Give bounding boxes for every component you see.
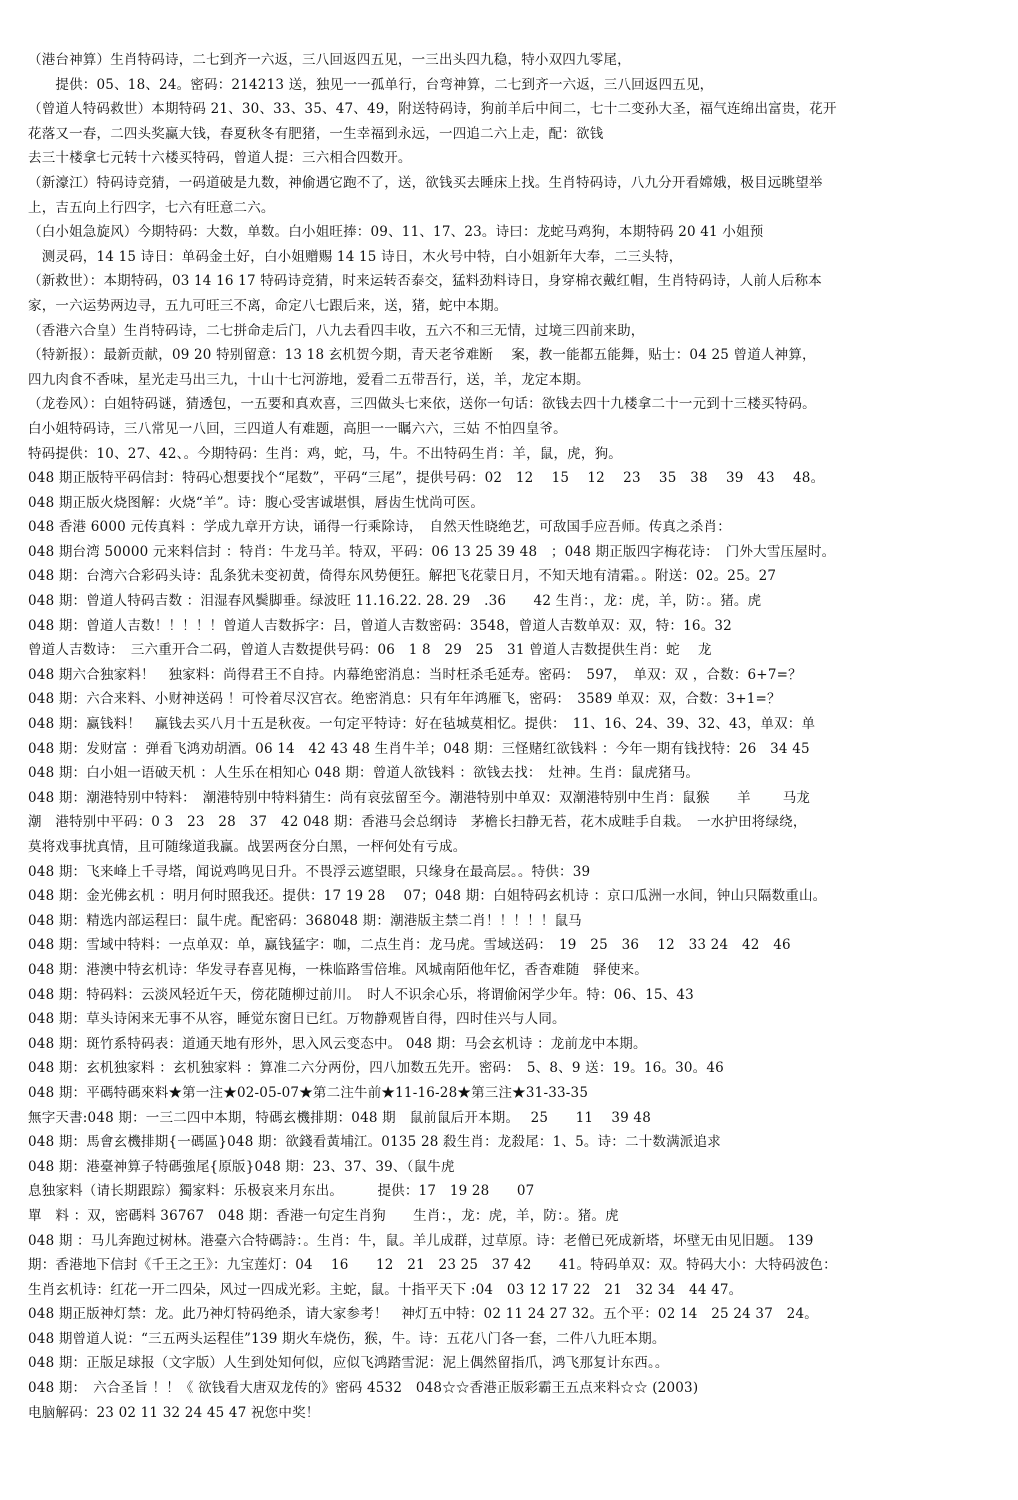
text-line: 白小姐特码诗，三八常见一八回，三四道人有难题，高胆一一瞩六六，三姑 不怕四皇爷。 [28,420,567,437]
text-line: 048 期： 六合圣旨 ！！《 欲钱看大唐双龙传的》密码 4532 048☆☆香港正版彩霸王五点来料☆☆ (2003) [28,1380,699,1397]
text-line: 莫将戏事扰真情，且可随缘道我赢。战罢两奁分白黑，一枰何处有亏成。 [28,839,467,855]
text-line: 去三十楼拿七元转十六楼买特码，曾道人提：三六相合四数开。 [28,150,412,167]
text-line: （龙卷风）：白姐特码谜，猜透包，一五要和真欢喜，三四做头七来依，送你一句话：欲钱去四十九楼拿二十一元到十三楼买特码。 [28,396,816,413]
text-line: 生肖玄机诗：红花一开二四朵，风过一四成光彩。主蛇，鼠。十指平天下 :04 03 12 17 22 21 32 34 44 47。 [28,1281,743,1298]
text-line: 四九肉食不香味，星光走马出三九，十山十七河游地，爱看二五带吾行，送，羊，龙定本期。 [28,371,590,388]
text-line: 048 期：港臺神算子特碼強尾{原版}048 期：23、37、39、（鼠牛虎 [28,1158,455,1175]
text-line: 048 香港 6000 元传真料 ：学成九章开方诀，诵得一行乘除诗， 自然天性晓绝艺，可敌国手应吾师。传真之杀肖： [28,519,731,536]
text-line: （曾道人特码救世）本期特码 21、30、33、35、47、49，附送特码诗，狗前羊后中间二，七十二变孙大圣，福气连绵出富贵，花开 [28,101,837,118]
text-line: 048 期正版神灯禁：龙。此乃神灯特码绝杀，请大家参考！ 神灯五中特：02 11 24 27 32。五个平：02 14 25 24 37 24。 [28,1306,818,1323]
text-line: 048 期：赢钱料！ 赢钱去买八月十五是秋夜。一句定平特诗：好在毡城莫相忆。提供： 11、16、24、39、32、43，单双：单 [28,716,816,733]
text-line: 048 期：雪域中特料：一点单双：单，赢钱猛字：咖，二点生肖：龙马虎。雪域送码： 19 25 36 12 33 24 42 46 [28,937,791,954]
text-line: 息独家料（请长期跟踪）獨家料：乐极哀来月东出。 提供：17 19 28 07 [28,1183,535,1200]
text-line: 048 期 ：马儿奔跑过树林。港臺六合特碼詩：。生肖：牛，鼠。羊儿成群，过草原。诗：老僧已死成新塔，坏壁无由见旧题。 139 [28,1232,814,1249]
text-line: （港台神算）生肖特码诗，二七到齐一六返，三八回返四五见，一三出头四九稳，特小双四九零尾， [28,52,631,68]
text-line: 048 期六合独家料！ 独家料：尚得君王不自持。内幕绝密消息：当时枉杀毛延寿。密码： 597， 单双：双 ，合数：6+7=？ [28,666,802,683]
text-line: 048 期：白小姐一语破天机 ：人生乐在相知心 048 期：曾道人欲钱料 ：欲钱去找： 灶神。生肖：鼠虎猪马。 [28,765,700,782]
text-line: 潮 港特别中平码：0 3 23 28 37 42 048 期：香港马会总纲诗 茅檐长扫静无苔，花木成畦手自栽。 一水护田将绿绕， [28,814,807,831]
text-line: 期：香港地下信封《千王之王》：九宝莲灯：04 16 12 21 23 25 37 42 41。特码单双：双。特码大小：大特码波色： [28,1257,837,1274]
text-line: 048 期：馬會玄機排期{一碼區}048 期：欲錢看黃埔江。0135 28 殺生肖：龙殺尾：1、5。诗：二十数满派追求 [28,1134,721,1151]
text-line: 048 期台湾 50000 元来料信封 ：特肖：牛龙马羊。特双，平码：06 13 25 39 48 ；048 期正版四字梅花诗： 门外大雪压屋时。 [28,543,836,560]
text-line: 曾道人吉数诗： 三六重开合二码，曾道人吉数提供号码：06 1 8 29 25 31 曾道人吉数提供生肖：蛇 龙 [28,642,712,659]
text-line: 048 期：金光佛玄机 ：明月何时照我还。提供：17 19 28 07；048 期：白姐特码玄机诗 ：京口瓜洲一水间，钟山只隔数重山。 [28,888,827,905]
text-line: 048 期：港澳中特玄机诗：华发寻春喜见梅，一株临路雪倍堆。风城南陌他年忆，香杳难随 驿使来。 [28,961,648,978]
text-line: 048 期：平碼特碼來料★第一注★02-05-07★第二注牛前★11-16-28★第三注★31-33-35 [28,1084,589,1101]
text-line: 提供：05、18、24。密码：214213 送，独见一一孤单行，台弯神算，二七到齐一六返，三八回返四五见， [28,76,714,93]
text-line: （香港六合皇）生肖特码诗，二七拼命走后门，八九去看四丰收，五六不和三无情，过境三四前来助， [28,322,645,339]
text-line: 家，一六运势两边寻，五九可旺三不离，命定八七跟后来，送，猪，蛇中本期。 [28,297,508,314]
text-line: 048 期：潮港特别中特料： 潮港特别中特料猜生：尚有哀弦留至今。潮港特别中单双：双潮港特别中生肖：鼠猴 羊 马龙 [28,789,811,806]
text-line: 048 期正版特平码信封：特码心想要找个“尾数”，平码“三尾”，提供号码：02 12 15 12 23 35 38 39 43 48。 [28,470,825,487]
text-line: 048 期：台湾六合彩码头诗：乱条犹未变初黄，倚得东风势便狂。解把飞花蒙日月，不知天地有清霜。。附送：02。25。27 [28,568,777,585]
text-line: 048 期：六合来料、小财神送码 ！可怜着尽汉宫衣。绝密消息：只有年年鸿雁飞，密码： 3589 单双：双，合数：3+1=？ [28,691,781,708]
text-line: （新救世）：本期特码，03 14 16 17 特码诗竞猜，时来运转否泰交，猛料劲料诗日，身穿棉衣戴红帽，生肖特码诗，人前人后称本 [28,273,822,290]
text-line: 测灵码，14 15 诗日：单码金土好，白小姐赠赐 14 15 诗日，木火号中特，白小姐新年大奉，二三头特， [28,248,683,265]
text-line: 無字天書:048 期：一三二四中本期，特碼玄機排期：048 期 鼠前鼠后开本期。 25 11 39 48 [28,1109,652,1126]
text-line: 上，吉五向上行四字，七六有旺意二六。 [28,199,275,216]
text-line: （白小姐急旋风）今期特码：大数，单数。白小姐旺捧：09、11、17、23。诗曰：龙蛇马鸡狗，本期特码 20 41 小姐预 [28,224,764,241]
text-line: 048 期：草头诗闲来无事不从容，睡觉东窗日已红。万物静观皆自得，四时佳兴与人同。 [28,1011,566,1028]
text-line: 048 期：斑竹系特码表：道通天地有形外，思入风云变态中。 048 期：马会玄机诗 ：龙前龙中本期。 [28,1035,647,1052]
text-line: 048 期：发财富 ：弹看飞鸿劝胡酒。06 14 42 43 48 生肖牛羊；048 期：三怪赌红欲钱料 ：今年一期有钱找特：26 34 45 [28,740,810,757]
text-line: 花落又一春，二四头奖赢大钱，春夏秋冬有肥猪，一生幸福到永远，一四追二六上走，配：欲钱 [28,125,604,142]
text-line: 048 期：正版足球报（文字版）人生到处知何似，应似飞鸿踏雪泥：泥上偶然留指爪，鸿飞那复计东西。。 [28,1355,669,1372]
text-line: （新濠江）特码诗竞猜，一码道破是九数，神偷遇它跑不了，送，欲钱买去睡床上找。生肖特码诗，八九分开看嫦娥，极目远眺望举 [28,174,823,191]
text-line: 048 期：曾道人吉数！！！！！曾道人吉数拆字：吕，曾道人吉数密码：3548，曾道人吉数单双：双，特：16。32 [28,617,732,634]
text-line: 特码提供：10、27、42、。今期特码：生肖：鸡，蛇，马，牛。不出特码生肖：羊，鼠，虎，狗。 [28,445,622,462]
text-line: 單 料 ：双，密碼料 36767 048 期：香港一句定生肖狗 生肖：，龙：虎，羊，防：。猪。虎 [28,1207,619,1224]
text-line: （特新报）：最新贡献，09 20 特别留意：13 18 玄机贺今期，青天老爷难断 案，教一能都五能舞，贴士：04 25 曾道人神算， [28,347,816,364]
text-line: 电脑解码：23 02 11 32 24 45 47 祝您中奖！ [28,1404,320,1421]
text-line: 048 期：特码料：云淡风轻近午天，傍花随柳过前川。 时人不识余心乐，将谓偷闲学少年。特：06、15、43 [28,986,694,1003]
text-line: 048 期：飞来峰上千寻塔，闻说鸡鸣见日升。不畏浮云遮望眼，只缘身在最高层。。特供：39 [28,863,591,880]
text-line: 048 期正版火烧图解：火烧“羊”。诗：腹心受害诚堪惧，唇齿生忧尚可医。 [28,494,485,511]
text-line: 048 期：曾道人特码吉数 ：泪湿春风鬓脚垂。绿波旺 11.16.22. 28. 29 .36 42 生肖：，龙：虎，羊，防：。猪。虎 [28,593,762,610]
text-line: 048 期：玄机独家料 ：玄机独家料 ：算准二六分两份，四八加数五先开。密码： 5、8、9 送：19。16。30。46 [28,1060,724,1077]
text-line: 048 期曾道人说：“三五两头运程佳”139 期火车烧伤，猴，牛。诗：五花八门各一套，二件八九旺本期。 [28,1330,666,1347]
text-line: 048 期：精选内部运程曰：鼠牛虎。配密码：368048 期：潮港版主禁二肖！！！！！鼠马 [28,912,582,929]
